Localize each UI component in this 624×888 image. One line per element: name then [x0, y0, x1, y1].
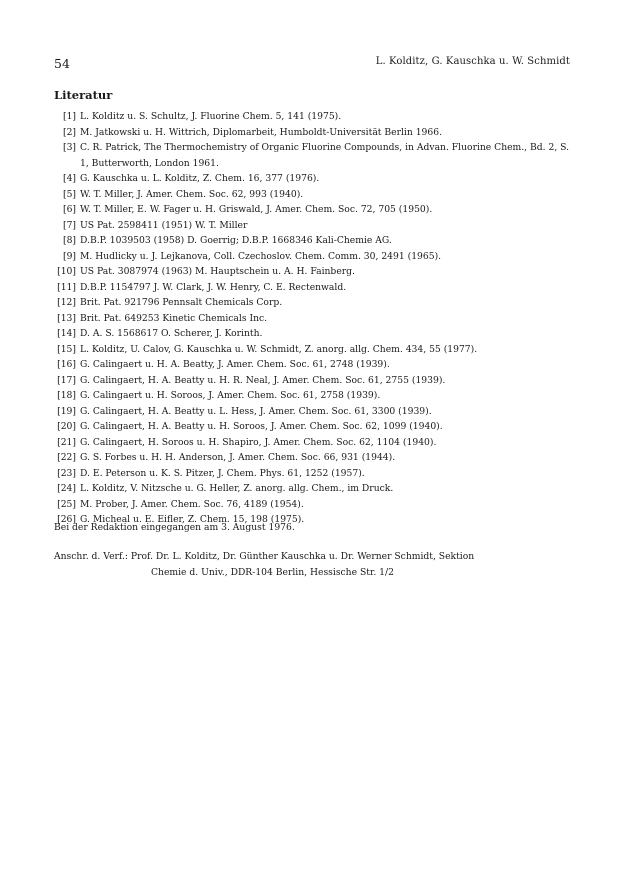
reference-number: [10] — [57, 266, 76, 277]
reference-number: [21] — [57, 436, 76, 448]
author-address — [54, 549, 574, 580]
reference-text: G. Calingaert, H. A. Beatty u. H. Soroos, J. Amer. Chem. Soc. 62, 1099 (1940). — [80, 421, 443, 432]
reference-text: L. Kolditz, V. Nitzsche u. G. Heller, Z. anorg. allg. Chem., im Druck. — [80, 483, 394, 494]
page-number: 54 — [54, 56, 70, 71]
reference-item — [54, 187, 578, 203]
reference-text: W. T. Miller, E. W. Fager u. H. Griswald, J. Amer. Chem. Soc. 72, 705 (1950). — [80, 204, 433, 215]
reference-text: D.B.P. 1039503 (1958) D. Goerrig; D.B.P. 1668346 Kali-Chemie AG. — [80, 235, 392, 246]
reference-text: G. Micheal u. E. Eifler, Z. Chem. 15, 198 (1975). — [80, 514, 305, 525]
author-address-line: Anschr. d. Verf.: Prof. Dr. L. Kolditz, Dr. Günther Kauschka u. Dr. Werner Schmidt, Sektion — [54, 551, 475, 562]
reference-text: G. Calingaert, H. A. Beatty u. L. Hess, J. Amer. Chem. Soc. 61, 3300 (1939). — [80, 405, 432, 417]
reference-number: [7] — [62, 219, 76, 231]
reference-item — [54, 233, 578, 249]
reference-item — [54, 295, 578, 311]
reference-number: [3] — [62, 142, 76, 153]
reference-list — [54, 109, 578, 528]
reference-text: D. E. Peterson u. K. S. Pitzer, J. Chem. Phys. 61, 1252 (1957). — [80, 467, 365, 479]
reference-item — [54, 140, 578, 171]
reference-item — [54, 171, 578, 187]
reference-text: G. Calingaert, H. Soroos u. H. Shapiro, J. Amer. Chem. Soc. 62, 1104 (1940). — [80, 436, 437, 448]
reference-text: L. Kolditz, U. Calov, G. Kauschka u. W. Schmidt, Z. anorg. allg. Chem. 434, 55 (1977). — [80, 343, 478, 355]
reference-number: [18] — [57, 390, 76, 401]
reference-number: [5] — [62, 188, 76, 200]
reference-text: D. A. S. 1568617 O. Scherer, J. Korinth. — [80, 328, 263, 339]
reference-text: G. Calingaert u. H. A. Beatty, J. Amer. Chem. Soc. 61, 2748 (1939). — [80, 359, 390, 370]
reference-number: [19] — [57, 405, 76, 417]
reference-number: [26] — [57, 514, 76, 525]
received-note: Bei der Redaktion eingegangen am 3. August 1976. — [54, 522, 295, 533]
reference-number: [1] — [62, 111, 76, 122]
page-header — [54, 56, 570, 72]
reference-text: G. Kauschka u. L. Kolditz, Z. Chem. 16, 377 (1976). — [80, 173, 320, 184]
reference-text: US Pat. 2598411 (1951) W. T. Miller — [80, 219, 248, 231]
reference-text: Brit. Pat. 921796 Pennsalt Chemicals Corp. — [80, 297, 283, 308]
reference-number: [22] — [57, 452, 76, 463]
reference-number: [16] — [57, 359, 76, 370]
reference-number: [14] — [57, 328, 76, 339]
reference-text: US Pat. 3087974 (1963) M. Hauptschein u. A. H. Fainberg. — [80, 266, 355, 277]
reference-item — [54, 264, 578, 280]
reference-number: [2] — [62, 126, 76, 138]
reference-item — [54, 280, 578, 296]
reference-text: C. R. Patrick, The Thermochemistry of Organic Fluorine Compounds, in Advan. Fluorine Chem., Bd. 2, S. 1, Butterworth, London 1961. — [80, 142, 570, 169]
reference-text: L. Kolditz u. S. Schultz, J. Fluorine Chem. 5, 141 (1975). — [80, 111, 342, 122]
reference-text: Brit. Pat. 649253 Kinetic Chemicals Inc. — [80, 312, 268, 324]
reference-text: M. Jatkowski u. H. Wittrich, Diplomarbeit, Humboldt-Universität Berlin 1966. — [80, 126, 442, 138]
reference-item — [54, 311, 578, 327]
reference-item — [54, 466, 578, 482]
reference-text: G. S. Forbes u. H. H. Anderson, J. Amer. Chem. Soc. 66, 931 (1944). — [80, 452, 396, 463]
reference-item — [54, 202, 578, 218]
reference-item — [54, 373, 578, 389]
reference-item — [54, 357, 578, 373]
reference-number: [9] — [62, 250, 76, 262]
reference-text: M. Prober, J. Amer. Chem. Soc. 76, 4189 (1954). — [80, 498, 304, 510]
reference-text: D.B.P. 1154797 J. W. Clark, J. W. Henry, C. E. Rectenwald. — [80, 281, 347, 293]
reference-number: [25] — [57, 498, 76, 510]
reference-item — [54, 109, 578, 125]
reference-text: G. Calingaert u. H. Soroos, J. Amer. Chem. Soc. 61, 2758 (1939). — [80, 390, 381, 401]
author-address-line: Chemie d. Univ., DDR-104 Berlin, Hessische Str. 1/2 — [151, 566, 394, 578]
reference-number: [6] — [62, 204, 76, 215]
reference-text: M. Hudlicky u. J. Lejkanova, Coll. Czechoslov. Chem. Comm. 30, 2491 (1965). — [80, 250, 442, 262]
reference-item — [54, 218, 578, 234]
reference-number: [11] — [57, 281, 76, 293]
reference-number: [4] — [62, 173, 76, 184]
reference-number: [8] — [62, 235, 76, 246]
reference-text: G. Calingaert, H. A. Beatty u. H. R. Neal, J. Amer. Chem. Soc. 61, 2755 (1939). — [80, 374, 446, 386]
reference-number: [13] — [57, 312, 76, 324]
reference-item — [54, 481, 578, 497]
section-heading: Literatur — [54, 88, 113, 102]
running-head: L. Kolditz, G. Kauschka u. W. Schmidt — [375, 56, 570, 67]
reference-text: W. T. Miller, J. Amer. Chem. Soc. 62, 993 (1940). — [80, 188, 304, 200]
reference-number: [23] — [57, 467, 76, 479]
reference-item — [54, 326, 578, 342]
reference-number: [20] — [57, 421, 76, 432]
reference-item — [54, 419, 578, 435]
reference-number: [24] — [57, 483, 76, 494]
reference-number: [17] — [57, 374, 76, 386]
reference-item — [54, 450, 578, 466]
reference-item — [54, 435, 578, 451]
reference-item — [54, 249, 578, 265]
reference-number: [12] — [57, 297, 76, 308]
reference-item — [54, 497, 578, 513]
reference-number: [15] — [57, 343, 76, 355]
reference-item — [54, 388, 578, 404]
reference-item — [54, 404, 578, 420]
reference-item — [54, 342, 578, 358]
reference-item — [54, 125, 578, 141]
